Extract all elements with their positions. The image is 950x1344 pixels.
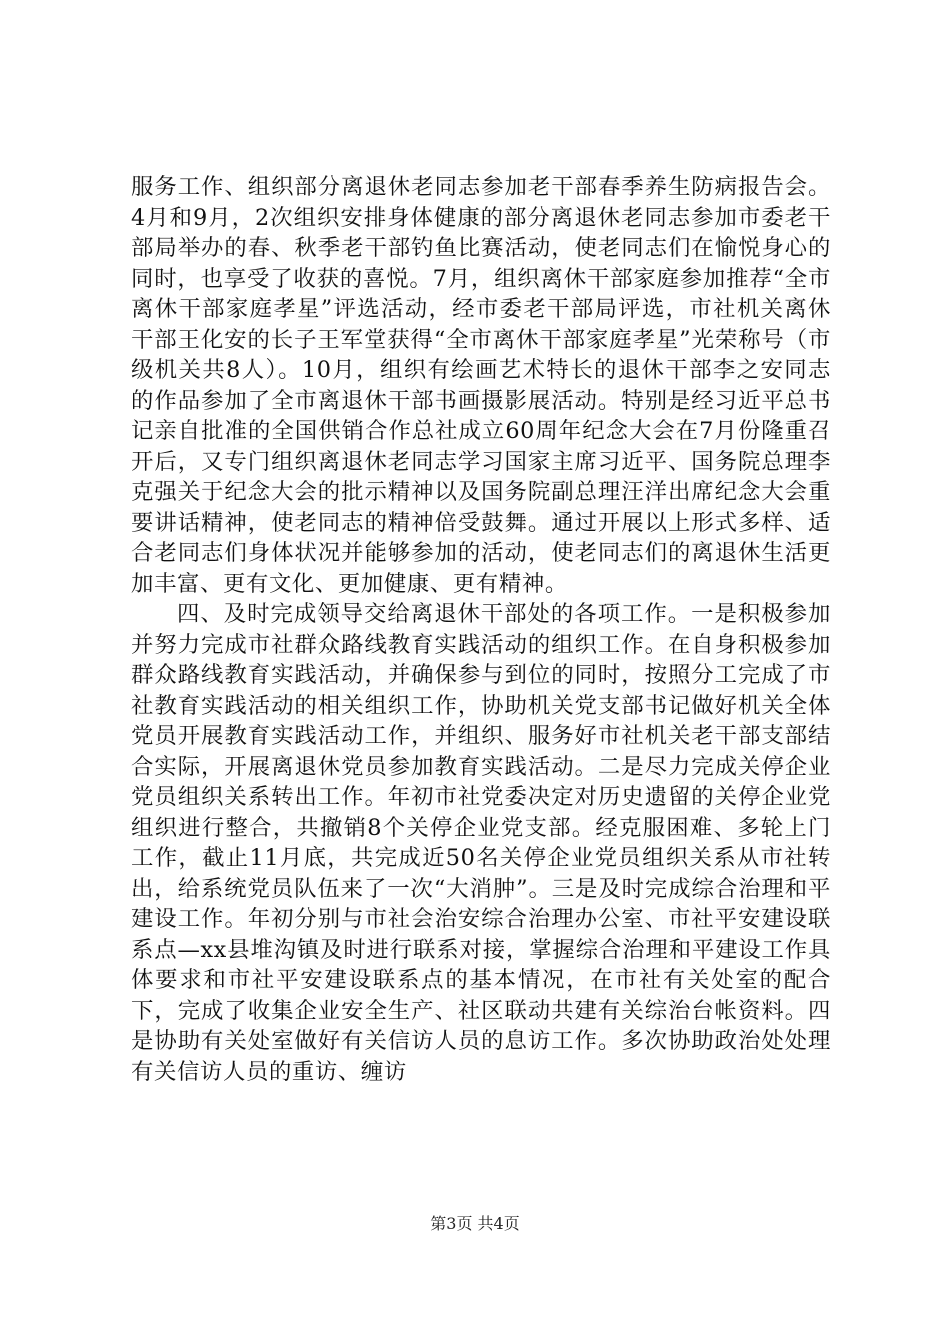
paragraph-activities: 服务工作、组织部分离退休老同志参加老干部春季养生防病报告会。4月和9月，2次组织安排身体健康的部分离退休老同志参加市委老干部局举办的春、秋季老干部钓鱼比赛活动，使老同志们在愉悦身心的同时，也享受了收获的喜悦。7月，组织离休干部家庭参加推荐“全市离休干部家庭孝星”评选活动，经市委老干部局评选，市社机关离休干部王化安的长子王军堂获得“全市离休干部家庭孝星”光荣称号（市级机关共8人）。10月，组织有绘画艺术特长的退休干部李之安同志的作品参加了全市离退休干部书画摄影展活动。特别是经习近平总书记亲自批准的全国供销合作总社成立60周年纪念大会在7月份隆重召开后，又专门组织离退休老同志学习国家主席习近平、国务院总理李克强关于纪念大会的批示精神以及国务院副总理汪洋出席纪念大会重要讲话精神，使老同志的精神倍受鼓舞。通过开展以上形式多样、适合老同志们身体状况并能够参加的活动，使老同志们的离退休生活更加丰富、更有文化、更加健康、更有精神。 xyxy=(131,174,831,597)
document-body xyxy=(131,172,831,1087)
page-number-footer: 第3页 共4页 xyxy=(430,1214,520,1233)
paragraph-section-four: 四、及时完成领导交给离退休干部处的各项工作。一是积极参加并努力完成市社群众路线教育实践活动的组织工作。在自身积极参加群众路线教育实践活动，并确保参与到位的同时，按照分工完成了市社教育实践活动的相关组织工作，协助机关党支部书记做好机关全体党员开展教育实践活动工作，并组织、服务好市社机关老干部支部结合实际，开展离退休党员参加教育实践活动。二是尽力完成关停企业党员组织关系转出工作。年初市社党委决定对历史遗留的关停企业党组织进行整合，共撤销8个关停企业党支部。经克服困难、多轮上门工作，截止11月底，共完成近50名关停企业党员组织关系从市社转出，给系统党员队伍来了一次“大消肿”。三是及时完成综合治理和平建设工作。年初分别与市社会治安综合治理办公室、市社平安建设联系点—xx县堆沟镇及时进行联系对接，掌握综合治理和平建设工作具体要求和市社平安建设联系点的基本情况，在市社有关处室的配合下，完成了收集企业安全生产、社区联动共建有关综治台帐资料。四是协助有关处室做好有关信访人员的息访工作。多次协助政治处处理有关信访人员的重访、缠访 xyxy=(131,601,831,1085)
